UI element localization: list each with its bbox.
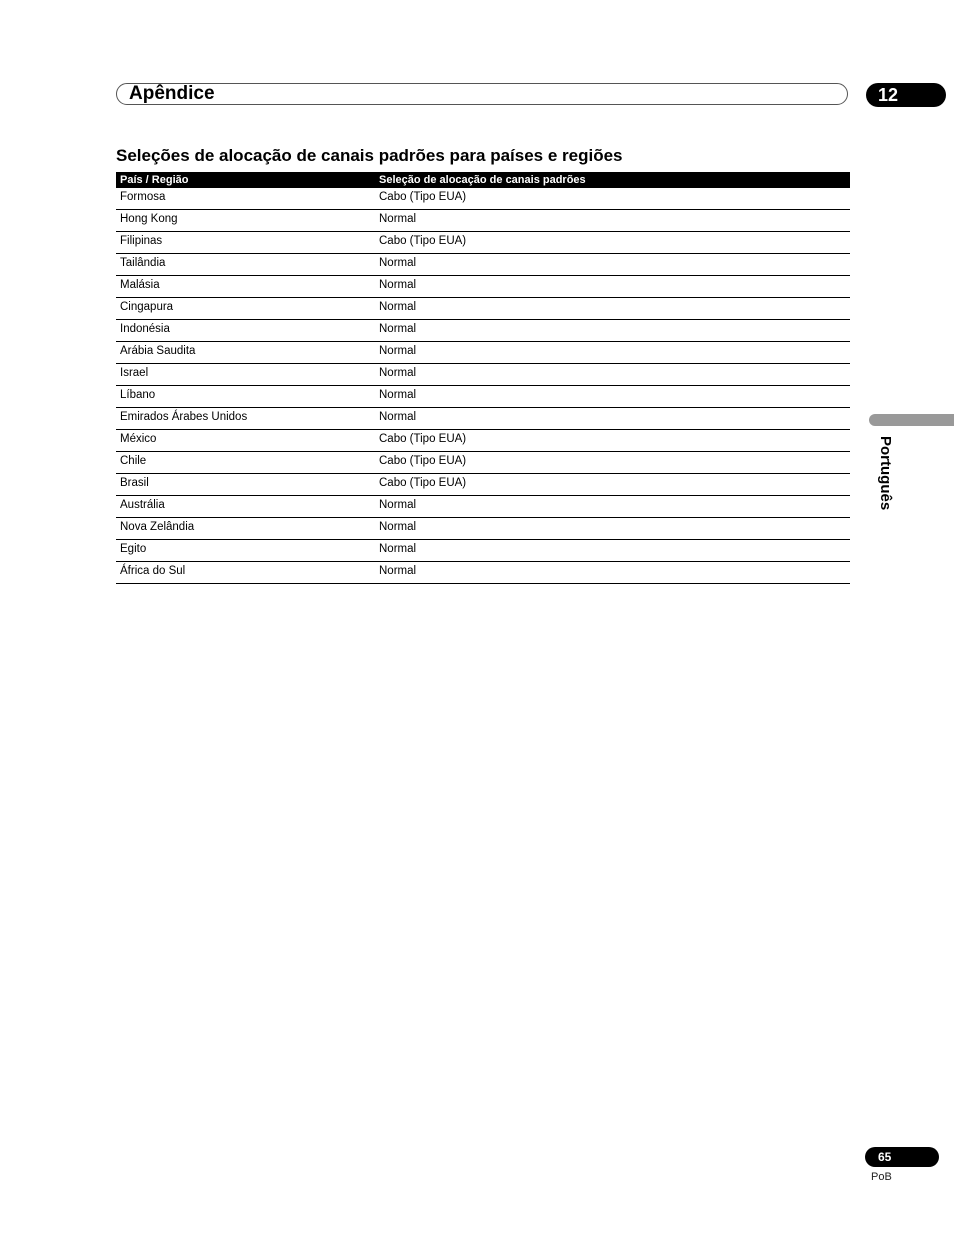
language-code: PoB (871, 1171, 892, 1183)
section-title: Seleções de alocação de canais padrões para países e regiões (116, 146, 623, 165)
country-cell: Chile (120, 455, 147, 467)
column-header-country: País / Região (120, 174, 189, 186)
table-row (116, 474, 850, 496)
table-row (116, 276, 850, 298)
table-row (116, 210, 850, 232)
allocation-cell: Normal (379, 499, 417, 511)
table-row (116, 430, 850, 452)
column-header-allocation: Seleção de alocação de canais padrões (379, 174, 586, 186)
table-row (116, 298, 850, 320)
allocation-cell: Normal (379, 301, 417, 313)
allocation-cell: Normal (379, 389, 417, 401)
allocation-cell: Normal (379, 257, 417, 269)
allocation-cell: Normal (379, 543, 417, 555)
table-row (116, 540, 850, 562)
country-cell: Hong Kong (120, 213, 178, 225)
language-tab (876, 436, 896, 526)
page-number-badge (865, 1147, 939, 1167)
language-tab-bar (869, 414, 954, 426)
country-cell: Brasil (120, 477, 149, 489)
table-row (116, 232, 850, 254)
table-row (116, 386, 850, 408)
channel-allocation-table (116, 172, 850, 584)
chapter-title: Apêndice (129, 83, 215, 104)
table-header (116, 172, 850, 188)
table-row (116, 452, 850, 474)
table-row (116, 562, 850, 584)
allocation-cell: Cabo (Tipo EUA) (379, 477, 467, 489)
table-row (116, 496, 850, 518)
language-tab-label: Português (877, 436, 894, 511)
table-row (116, 188, 850, 210)
allocation-cell: Normal (379, 367, 417, 379)
country-cell: Formosa (120, 191, 166, 203)
table-row (116, 408, 850, 430)
table-row (116, 254, 850, 276)
allocation-cell: Normal (379, 213, 417, 225)
chapter-number-badge (866, 83, 946, 107)
country-cell: Egito (120, 543, 147, 555)
allocation-cell: Normal (379, 411, 417, 423)
table-row (116, 518, 850, 540)
allocation-cell: Normal (379, 323, 417, 335)
allocation-cell: Normal (379, 279, 417, 291)
country-cell: Israel (120, 367, 149, 379)
page-number: 65 (878, 1150, 892, 1164)
country-cell: Emirados Árabes Unidos (120, 411, 248, 423)
country-cell: Filipinas (120, 235, 163, 247)
table-row (116, 342, 850, 364)
country-cell: México (120, 433, 157, 445)
country-cell: Arábia Saudita (120, 345, 196, 357)
country-cell: Cingapura (120, 301, 174, 313)
table-row (116, 364, 850, 386)
table-row (116, 320, 850, 342)
allocation-cell: Cabo (Tipo EUA) (379, 455, 467, 467)
allocation-cell: Normal (379, 345, 417, 357)
chapter-header (116, 83, 848, 105)
country-cell: Malásia (120, 279, 160, 291)
allocation-cell: Cabo (Tipo EUA) (379, 433, 467, 445)
country-cell: África do Sul (120, 565, 186, 577)
country-cell: Nova Zelândia (120, 521, 195, 533)
country-cell: Austrália (120, 499, 165, 511)
table-body (116, 188, 850, 584)
chapter-number: 12 (878, 85, 899, 105)
allocation-cell: Cabo (Tipo EUA) (379, 235, 467, 247)
allocation-cell: Normal (379, 565, 417, 577)
allocation-cell: Normal (379, 521, 417, 533)
country-cell: Tailândia (120, 257, 166, 269)
country-cell: Líbano (120, 389, 156, 401)
allocation-cell: Cabo (Tipo EUA) (379, 191, 467, 203)
country-cell: Indonésia (120, 323, 170, 335)
